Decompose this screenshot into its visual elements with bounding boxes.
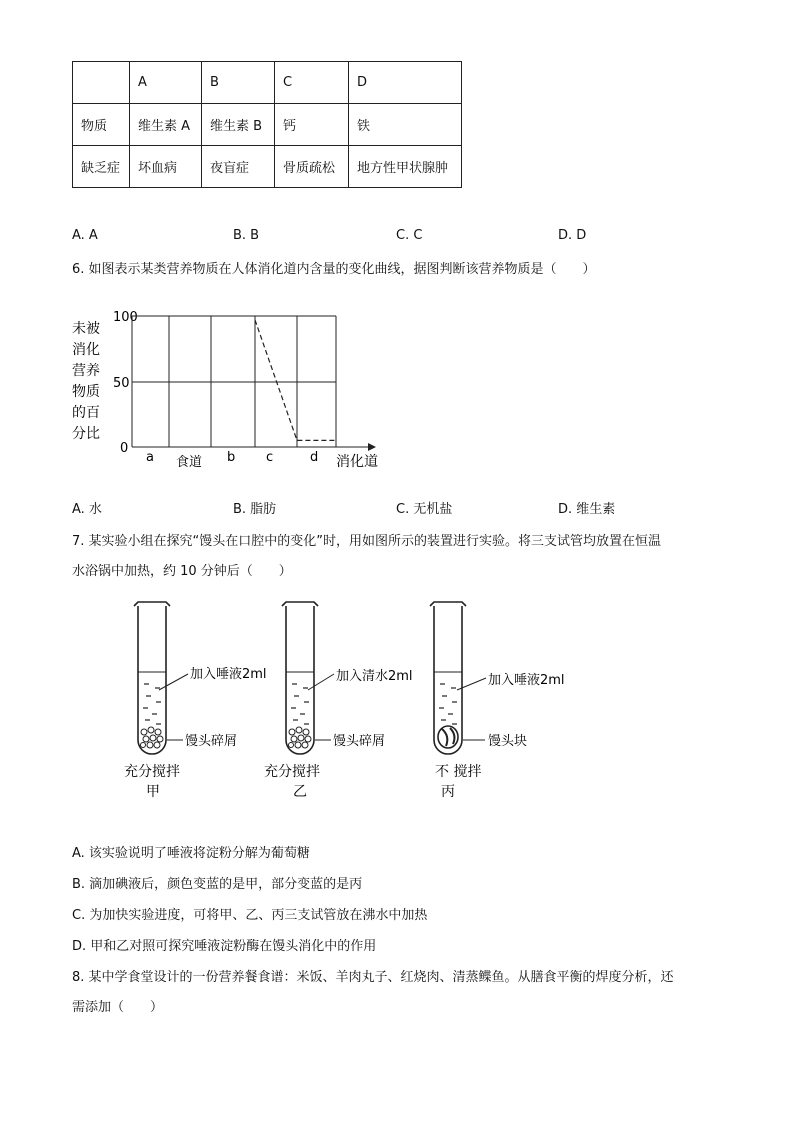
x-axis-label: 消化道 <box>336 454 378 470</box>
y-tick-label: 100 <box>113 310 138 325</box>
table-cell: 钙 <box>275 104 349 146</box>
q5-option-d[interactable]: D. D <box>558 228 587 243</box>
q5-option-b[interactable]: B. B <box>233 228 260 243</box>
tube-a-name: 甲 <box>146 784 160 800</box>
q7-option-d[interactable]: D. 甲和乙对照可探究唾液淀粉酶在馒头消化中的作用 <box>72 939 377 954</box>
y-label-line: 未被 <box>72 321 100 337</box>
tube-a-action-label: 充分搅拌 <box>124 764 180 780</box>
x-tick-label: a <box>146 450 154 465</box>
table-cell: 坏血病 <box>130 146 202 188</box>
q7-option-b[interactable]: B. 滴加碘液后，颜色变蓝的是甲，部分变蓝的是丙 <box>72 877 363 892</box>
table-cell: 维生素 A <box>130 104 202 146</box>
table-cell: 物质 <box>73 104 130 146</box>
table-cell: 维生素 B <box>202 104 275 146</box>
tube-b-name: 乙 <box>293 784 307 800</box>
q6-option-c[interactable]: C. 无机盐 <box>396 502 453 517</box>
table-cell: 骨质疏松 <box>275 146 349 188</box>
tube-a-liquid-label: 加入唾液2ml <box>190 667 267 682</box>
y-label-line: 分比 <box>72 426 100 442</box>
table-cell: A <box>130 62 202 104</box>
table-row <box>73 146 462 188</box>
q6-option-d[interactable]: D. 维生素 <box>558 502 616 517</box>
q7-stem-line1: 7. 某实验小组在探究“馒头在口腔中的变化”时，用如图所示的装置进行实验。将三支试管均放置在恒温 <box>72 534 662 549</box>
y-label-line: 消化 <box>72 342 100 358</box>
q5-option-c[interactable]: C. C <box>396 228 423 243</box>
tube-c-solid-label: 馒头块 <box>488 734 528 749</box>
table-cell: B <box>202 62 275 104</box>
x-tick-label: 食道 <box>176 455 203 470</box>
test-tube-c <box>430 602 466 754</box>
test-tube-a <box>134 602 170 754</box>
table-cell <box>73 62 130 104</box>
tube-a-solid-label: 馒头碎屑 <box>185 734 238 749</box>
tube-b-liquid-label: 加入清水2ml <box>336 669 413 684</box>
q5-option-a[interactable]: A. A <box>72 228 98 243</box>
table-cell: 地方性甲状腺肿 <box>349 146 462 188</box>
leader-line <box>308 674 334 690</box>
test-tube-diagram <box>115 598 595 803</box>
q6-stem: 6. 如图表示某类营养物质在人体消化道内含量的变化曲线，据图判断该营养物质是（ ） <box>72 262 596 277</box>
table-cell: 铁 <box>349 104 462 146</box>
y-axis-label <box>72 320 100 442</box>
q6-option-b[interactable]: B. 脂肪 <box>233 502 277 517</box>
tube-c-liquid-label: 加入唾液2ml <box>488 673 565 688</box>
y-tick-label: 50 <box>113 376 130 391</box>
x-tick-label: c <box>266 450 274 465</box>
q8-stem-line1: 8. 某中学食堂设计的一份营养餐食谱：米饭、羊肉丸子、红烧肉、清蒸鲽鱼。从膳食平衡的焊度分析，还 <box>72 970 674 985</box>
tube-b-action-label: 充分搅拌 <box>264 764 320 780</box>
y-label-line: 的百 <box>72 405 100 421</box>
q7-option-a[interactable]: A. 该实验说明了唾液将淀粉分解为葡萄糖 <box>72 846 310 861</box>
table-cell: 缺乏症 <box>73 146 130 188</box>
table-cell: 夜盲症 <box>202 146 275 188</box>
table-cell: D <box>349 62 462 104</box>
data-series-line <box>255 320 336 441</box>
chart-grid <box>132 316 368 447</box>
nutrient-table <box>72 61 462 188</box>
q7-option-c[interactable]: C. 为加快实验进度，可将甲、乙、丙三支试管放在沸水中加热 <box>72 908 428 923</box>
y-label-line: 营养 <box>72 363 100 379</box>
q7-stem-line2: 水浴锅中加热，约 10 分钟后（ ） <box>72 564 292 579</box>
tube-c-action-label: 不 搅拌 <box>435 764 482 780</box>
digestion-line-chart <box>68 300 398 480</box>
x-tick-label: b <box>227 450 236 465</box>
table-cell: C <box>275 62 349 104</box>
q8-stem-line2: 需添加（ ） <box>72 1000 164 1015</box>
leader-line <box>159 674 188 690</box>
tube-b-solid-label: 馒头碎屑 <box>333 734 386 749</box>
table-header-row <box>73 62 462 104</box>
test-tube-b <box>282 602 318 754</box>
tube-c-name: 丙 <box>441 784 455 800</box>
x-axis-arrow <box>368 443 376 451</box>
table-row <box>73 104 462 146</box>
y-tick-label: 0 <box>120 441 129 456</box>
q6-option-a[interactable]: A. 水 <box>72 502 102 517</box>
y-label-line: 物质 <box>72 384 100 400</box>
x-tick-label: d <box>310 450 319 465</box>
